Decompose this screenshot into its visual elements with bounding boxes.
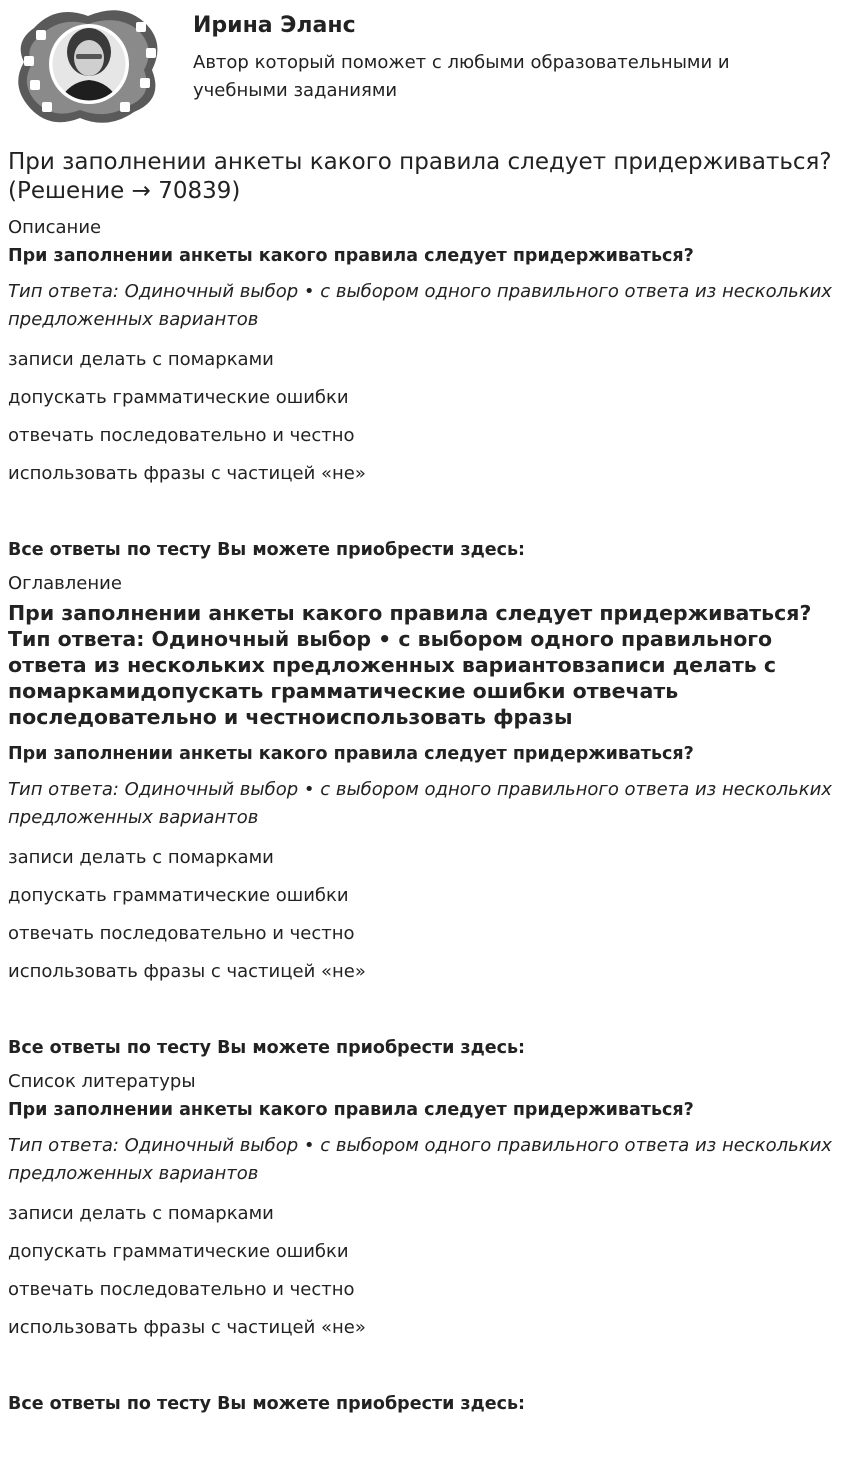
question-text: При заполнении анкеты какого правила следует придерживаться? — [8, 744, 694, 764]
option-item: допускать грамматические ошибки — [8, 1241, 349, 1262]
buy-answers-text: Все ответы по тесту Вы можете приобрести здесь: — [8, 1038, 526, 1058]
section-label-literature: Список литературы — [8, 1071, 196, 1092]
author-avatar[interactable] — [16, 8, 158, 126]
option-item: допускать грамматические ошибки — [8, 387, 349, 408]
option-item: записи делать с помарками — [8, 847, 274, 868]
page-title: При заполнении анкеты какого правила следует придерживаться? (Решение → 70839) — [8, 149, 832, 204]
option-item: записи делать с помарками — [8, 349, 274, 370]
author-header — [8, 0, 839, 140]
buy-answers-text: Все ответы по тесту Вы можете приобрести здесь: — [8, 1394, 526, 1414]
toc-heading: При заполнении анкеты какого правила следует придерживаться?Тип ответа: Одиночный выбор • с выбором одного правильного ответа из нескольких предложенных вариантовзаписи делать с помаркамидопускать грамматические ошибки отвечать последовательно и честноиспользовать фразы — [8, 601, 812, 729]
option-item: отвечать последовательно и честно — [8, 425, 355, 446]
answer-type: Тип ответа: Одиночный выбор • с выбором одного правильного ответа из нескольких предложенных вариантов — [8, 281, 832, 330]
section-label-description: Описание — [8, 217, 102, 238]
toc-section — [8, 572, 839, 1060]
option-item: использовать фразы с частицей «не» — [8, 961, 366, 982]
answer-type: Тип ответа: Одиночный выбор • с выбором одного правильного ответа из нескольких предложенных вариантов — [8, 779, 832, 828]
option-item: допускать грамматические ошибки — [8, 885, 349, 906]
option-item: записи делать с помарками — [8, 1203, 274, 1224]
option-item: использовать фразы с частицей «не» — [8, 1317, 366, 1338]
buy-answers-text: Все ответы по тесту Вы можете приобрести здесь: — [8, 540, 526, 560]
question-text: При заполнении анкеты какого правила следует придерживаться? — [8, 246, 694, 266]
author-description: Автор который поможет с любыми образовательными и учебными заданиями — [193, 52, 730, 101]
question-text: При заполнении анкеты какого правила следует придерживаться? — [8, 1100, 694, 1120]
section-label-toc: Оглавление — [8, 573, 122, 594]
option-item: использовать фразы с частицей «не» — [8, 463, 366, 484]
description-section — [8, 216, 839, 562]
option-item: отвечать последовательно и честно — [8, 923, 355, 944]
option-item: отвечать последовательно и честно — [8, 1279, 355, 1300]
literature-section — [8, 1070, 839, 1416]
author-name[interactable]: Ирина Эланс — [193, 13, 356, 38]
answer-type: Тип ответа: Одиночный выбор • с выбором одного правильного ответа из нескольких предложенных вариантов — [8, 1135, 832, 1184]
